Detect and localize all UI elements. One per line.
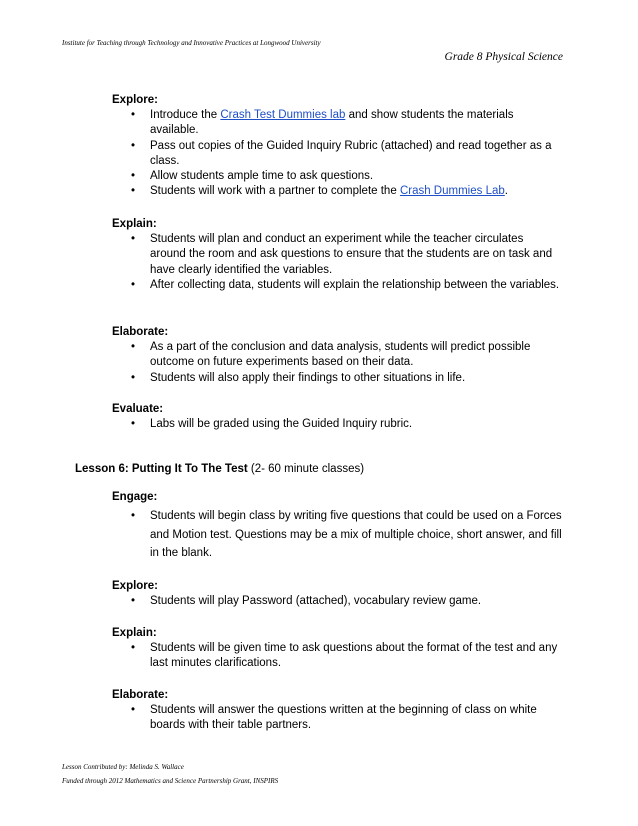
bullet-icon: •: [131, 109, 136, 122]
engage-section: [112, 490, 572, 563]
engage-heading: Engage:: [112, 491, 158, 503]
evaluate-list: [112, 417, 572, 432]
elaborate-section: [112, 325, 572, 386]
list-item: • Students will also apply their findings to other situations in life.: [112, 371, 562, 386]
list-item: • Students will play Password (attached), vocabulary review game.: [112, 594, 562, 609]
evaluate-heading: Evaluate:: [112, 403, 164, 415]
explain-list-2: [112, 641, 572, 671]
bullet-icon: •: [131, 341, 136, 354]
explain-heading-2: Explain:: [112, 627, 157, 639]
bullet-icon: •: [131, 233, 136, 246]
list-item: • Pass out copies of the Guided Inquiry Rubric (attached) and read together as a class.: [131, 139, 552, 167]
lesson-title: Lesson 6: Putting It To The Test: [75, 463, 248, 475]
explore-section: [112, 93, 572, 199]
bullet-icon: •: [131, 371, 136, 384]
engage-list: [112, 507, 572, 563]
list-item: • Students will work with a partner to complete the Crash Dummies Lab.: [112, 184, 562, 199]
bullet-icon: •: [131, 170, 136, 183]
elaborate-section-2: [112, 688, 572, 734]
list-item: • Students will plan and conduct an experiment while the teacher circulates around the room and ask questions to ensure that the students are on task and have clearly identified the variables.: [131, 233, 553, 276]
header-grade: Grade 8 Physical Science: [444, 51, 563, 63]
bullet-icon: •: [131, 510, 136, 523]
elaborate-heading: Elaborate:: [112, 326, 169, 338]
elaborate-heading-2: Elaborate:: [112, 689, 169, 701]
elaborate-list: [112, 340, 572, 386]
explain-section-2: [112, 626, 572, 672]
list-item: • Students will begin class by writing five questions that could be used on a Forces and Motion test. Questions may be a mix of multiple choice, short answer, and fill in the blank.: [112, 507, 562, 563]
bullet-icon: •: [131, 139, 136, 152]
list-item: • Students will be given time to ask questions about the format of the test and any last minutes clarifications.: [131, 642, 558, 670]
crash-dummies-lab-link[interactable]: Crash Dummies Lab: [399, 185, 505, 198]
header-institute: Institute for Teaching through Technology and Innovative Practices at Longwood University: [62, 39, 321, 47]
footer-funded: Funded through 2012 Mathematics and Science Partnership Grant, INSPIRS: [62, 777, 279, 785]
bullet-icon: •: [131, 185, 136, 198]
lesson-heading: [75, 462, 364, 477]
list-item: • Allow students ample time to ask questions.: [112, 169, 562, 184]
bullet-icon: •: [131, 278, 136, 291]
evaluate-section: [112, 402, 572, 432]
bullet-icon: •: [131, 418, 136, 431]
list-item: • After collecting data, students will explain the relationship between the variables.: [112, 278, 562, 293]
list-item: • Labs will be graded using the Guided Inquiry rubric.: [112, 417, 562, 432]
lesson-duration: (2- 60 minute classes): [247, 463, 365, 475]
explain-section: [112, 217, 572, 293]
list-item: • Students will answer the questions written at the beginning of class on white boards with their table partners.: [131, 704, 537, 732]
list-item: • Introduce the Crash Test Dummies lab and show students the materials available.: [131, 109, 514, 137]
elaborate-list-2: [112, 703, 572, 733]
bullet-icon: •: [131, 595, 136, 608]
list-item: • As a part of the conclusion and data analysis, students will predict possible outcome on future experiments based on their data.: [131, 341, 531, 369]
explore-list: [112, 108, 572, 199]
explain-list: [112, 232, 572, 293]
explore-list-2: [112, 594, 572, 609]
crash-test-dummies-lab-link[interactable]: Crash Test Dummies lab: [220, 109, 346, 122]
explore-section-2: [112, 579, 572, 609]
explore-heading-2: Explore:: [112, 580, 159, 592]
bullet-icon: •: [131, 704, 136, 717]
explain-heading: Explain:: [112, 218, 157, 230]
bullet-icon: •: [131, 642, 136, 655]
footer-contributed: Lesson Contributed by: Melinda S. Wallace: [62, 763, 184, 771]
explore-heading: Explore:: [112, 94, 159, 106]
